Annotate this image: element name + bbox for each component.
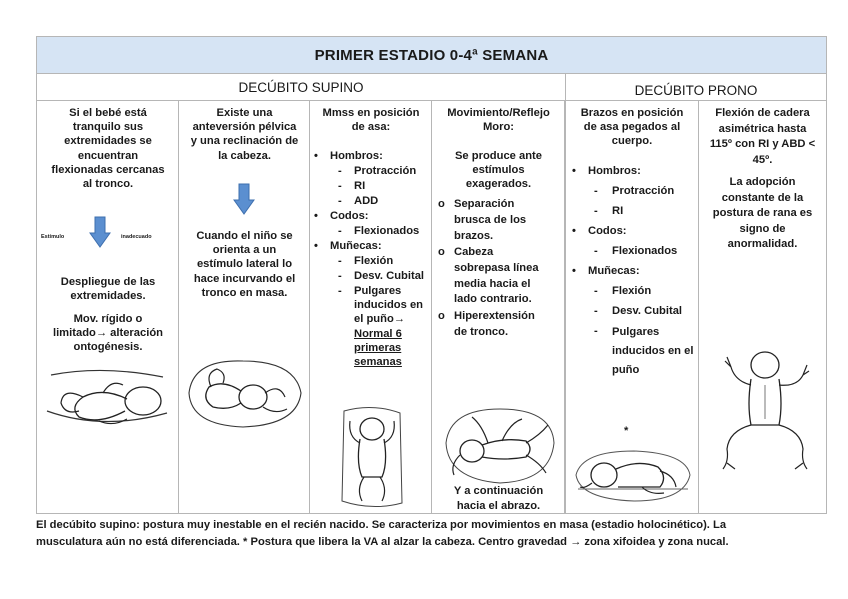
list-item-pulgares [354, 284, 432, 369]
col1-paragraph-1 [41, 106, 175, 191]
text-line: Mov. rígido o [73, 313, 143, 325]
stimulus-label: Estímulo [41, 234, 65, 240]
text-line: sobrepasa línea [454, 261, 539, 274]
dash-icon: - [338, 255, 342, 267]
col6-paragraph-1 [701, 106, 824, 168]
bullet-icon: • [572, 225, 576, 237]
text-line: primeras [354, 341, 402, 354]
text-line: tranquilo sus [72, 121, 144, 134]
circle-bullet-icon: o [438, 246, 445, 258]
dash-icon: - [594, 285, 598, 297]
col3-intro [312, 106, 430, 134]
text-line: de asa pegados al [583, 121, 681, 134]
text-line: exagerados. [465, 178, 532, 191]
text-line: Cabeza [454, 246, 494, 258]
bullet-icon: • [572, 165, 576, 177]
text-line: postura de rana es [712, 207, 813, 219]
col2-paragraph-1 [182, 106, 307, 163]
text-line: extremidades. [70, 290, 146, 303]
col1-paragraph-3 [41, 312, 175, 355]
list-heading-munecas: Muñecas: [330, 240, 382, 252]
dash-icon: - [338, 180, 342, 192]
text-line: inducidos en el [612, 345, 694, 357]
text-line: al tronco. [82, 178, 134, 191]
bullet-icon: • [314, 240, 318, 252]
col4-bottom-text [434, 484, 563, 514]
column-anteversion [179, 101, 310, 513]
text-line: Y a continuación [453, 485, 544, 497]
list-item: Flexionados [612, 245, 678, 257]
list-item-pulgares [612, 323, 700, 380]
dash-icon: - [594, 245, 598, 257]
dash-icon: - [338, 165, 342, 177]
baby-arms-up-sketch [336, 407, 408, 509]
text-line: el puño→ [354, 313, 405, 326]
text-line: la cabeza. [218, 149, 271, 162]
text-line: cuerpo. [611, 135, 653, 148]
column-mmss-asa [310, 101, 432, 513]
col3-list [310, 149, 432, 389]
text-line: Mmss en posición [322, 107, 420, 119]
text-line: limitado→ alteración [52, 327, 164, 340]
text-line: orienta a un [212, 244, 277, 257]
text-line: flexionadas cercanas [51, 163, 165, 176]
dash-icon: - [594, 185, 598, 197]
dash-icon: - [338, 225, 342, 237]
text-line: 45º. [752, 153, 773, 166]
text-line: Pulgares [612, 326, 660, 338]
col2-paragraph-2 [182, 229, 307, 300]
circle-bullet-icon: o [438, 310, 445, 322]
text-line: de asa: [351, 121, 391, 134]
text-line: 115º con RI y ABD < [709, 138, 816, 150]
list-item: RI [612, 205, 624, 217]
text-line: hacia el abrazo. [456, 500, 541, 512]
text-line: hace incurvando el [193, 272, 296, 285]
dash-icon: - [594, 325, 598, 337]
dash-icon: - [594, 205, 598, 217]
text-line: inducidos en [354, 299, 423, 312]
dash-icon: - [594, 305, 598, 317]
text-line: anteversión pélvica [192, 121, 297, 134]
col4-list [432, 197, 565, 341]
text-line: Flexión de cadera [715, 107, 810, 119]
text-line: brazos. [454, 229, 494, 242]
footer-line: El decúbito supino: postura muy inestable en el recién nacido. Se caracteriza por movimientos en masa (estadio holocinético). La [36, 519, 727, 531]
bullet-icon: • [314, 150, 318, 162]
circle-bullet-icon: o [438, 198, 445, 210]
text-line: ontogénesis. [73, 341, 143, 354]
bullet-icon: • [314, 210, 318, 222]
bullet-icon: • [572, 265, 576, 277]
text-line: anormalidad. [727, 238, 798, 250]
table-title: PRIMER ESTADIO 0-4ª SEMANA [37, 37, 826, 74]
inadequate-label: inadecuado [121, 234, 152, 240]
list-heading-hombros: Hombros: [330, 150, 383, 162]
list-heading-hombros: Hombros: [588, 165, 641, 177]
list-item: Flexionados [354, 225, 420, 237]
baby-lateral-sketch [183, 353, 307, 431]
list-item: ADD [354, 195, 379, 207]
col6-paragraph-2 [701, 175, 824, 253]
footer-line: musculatura aún no está diferenciada. * Postura que libera la VA al alzar la cabeza. Centro gravedad → zona xifoidea y zona nucal. [36, 536, 729, 548]
column-moro [432, 101, 565, 513]
text-line: Pulgares [354, 285, 402, 297]
list-item: Desv. Cubital [612, 305, 683, 317]
footer-note [36, 517, 816, 551]
text-line: semanas [354, 356, 402, 369]
list-item: RI [354, 180, 366, 192]
text-line: constante de la [721, 191, 804, 204]
text-line: extremidades se [64, 135, 152, 148]
list-item: Flexión [612, 285, 652, 297]
col5-list [566, 163, 700, 383]
col5-intro [568, 106, 696, 149]
baby-frog-posture-sketch [717, 345, 813, 473]
list-heading-codos: Codos: [330, 210, 369, 222]
text-line: estímulos [472, 164, 525, 177]
text-line: estímulo lateral lo [196, 258, 293, 271]
text-line: La adopción [729, 176, 796, 188]
text-line: Movimiento/Reflejo [447, 107, 550, 119]
dash-icon: - [338, 270, 342, 282]
text-line: Existe una [216, 107, 273, 119]
list-item: Desv. Cubital [354, 270, 425, 282]
dash-icon: - [338, 285, 342, 297]
list-heading-codos: Codos: [588, 225, 627, 237]
text-line: Se produce ante [454, 150, 543, 162]
text-line: tronco en masa. [201, 286, 288, 299]
down-arrow-icon [89, 216, 111, 248]
text-line: encuentran [77, 149, 139, 162]
text-line: Separación [454, 198, 515, 210]
text-line: de tronco. [454, 325, 509, 338]
column-brazos-asa [565, 101, 699, 513]
dash-icon: - [338, 195, 342, 207]
baby-moro-sketch [442, 403, 558, 487]
col1-paragraph-2 [41, 275, 175, 303]
list-item: Protracción [612, 185, 675, 197]
down-arrow-icon [233, 183, 255, 215]
text-line: Hiperextensión [454, 310, 535, 322]
list-item: Flexión [354, 255, 394, 267]
header-decubito-prono: DECÚBITO PRONO [566, 81, 826, 101]
text-line: lado contrario. [454, 293, 532, 306]
text-line: Si el bebé está [69, 107, 147, 119]
text-line: brusca de los [454, 213, 527, 226]
text-line: signo de [739, 222, 786, 235]
text-line: Brazos en posición [580, 107, 684, 119]
text-line: Cuando el niño se [196, 230, 293, 242]
stage-table [36, 36, 827, 514]
text-line: y una reclinación de [190, 135, 299, 148]
text-line: Moro: [482, 121, 515, 134]
text-line: media hacia el [454, 277, 531, 290]
header-decubito-supino: DECÚBITO SUPINO [37, 74, 566, 101]
text-line: Normal 6 [354, 327, 402, 340]
list-item: Protracción [354, 165, 417, 177]
text-line: asimétrica hasta [718, 122, 807, 135]
column-flexion-cadera [699, 101, 826, 513]
baby-supine-sketch [43, 363, 173, 433]
list-heading-munecas: Muñecas: [588, 265, 640, 277]
column-tranquilo [37, 101, 179, 513]
baby-prone-sketch [572, 445, 694, 505]
text-line: Despliegue de las [60, 276, 156, 288]
footnote-star: * [624, 425, 629, 437]
col4-paragraph [434, 149, 563, 192]
col4-title [434, 106, 563, 134]
text-line: puño [612, 364, 640, 376]
